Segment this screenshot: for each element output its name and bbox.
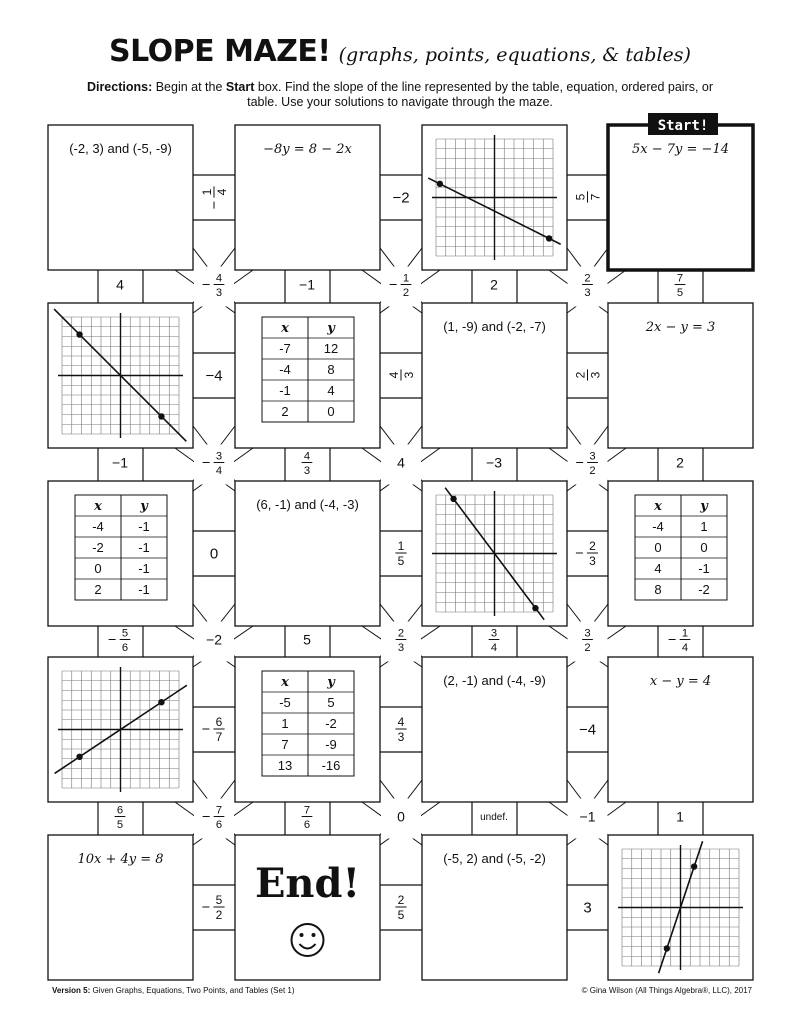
slope-value: −4 [205, 367, 223, 385]
table-cell: 13 [277, 758, 293, 773]
maze-box [235, 835, 380, 980]
box-problem: 10x + 4y = 8 [77, 852, 164, 867]
directions-post: box. Find the slope of the line represented by the table, equation, ordered pairs, or table. Use your solutions to navigate through the maze. [247, 80, 714, 109]
diagonal-slope-label [206, 631, 222, 647]
fraction-numerator: 6 [215, 715, 223, 729]
table-cell: -4 [279, 362, 291, 377]
vertical-slope-label [480, 812, 508, 823]
graph-point [691, 863, 697, 869]
fraction-denominator: 3 [589, 554, 596, 569]
diagonal-label-bg [194, 799, 234, 839]
vertical-slope-label [302, 805, 313, 832]
horizontal-slope-label [574, 369, 603, 380]
directions-start-word: Start [225, 80, 255, 94]
vertical-slope-label [116, 276, 124, 292]
box-problem: −8y = 8 − 2x [263, 142, 352, 157]
fraction-numerator: 1 [397, 539, 405, 553]
slope-value: −1 [579, 808, 596, 825]
fraction-numerator: 4 [303, 450, 311, 463]
table-cell: -7 [279, 341, 291, 356]
fraction-numerator: 5 [573, 193, 588, 201]
vertical-slope-label [109, 628, 131, 655]
table-cell: -16 [321, 758, 341, 773]
fraction-numerator: 7 [676, 272, 684, 285]
table-cell: 0 [327, 404, 335, 419]
fraction-denominator: 3 [397, 642, 405, 655]
vertical-slope-label [299, 276, 315, 292]
fraction-numerator: 2 [397, 893, 405, 907]
diagonal-label-bg [568, 445, 608, 485]
fraction-denominator: 7 [215, 730, 223, 745]
slope-value: 0 [209, 545, 219, 563]
box-problem: (-5, 2) and (-5, -2) [443, 851, 546, 866]
fraction-numerator: 3 [584, 627, 591, 640]
vertical-slope-label [303, 631, 311, 647]
table-header-cell: x [654, 499, 662, 514]
table-cell: -2 [92, 540, 104, 555]
table-cell: -5 [279, 695, 291, 710]
fraction-numerator: 2 [397, 627, 405, 640]
fraction-numerator: 3 [215, 450, 223, 463]
slope-value: 2 [490, 276, 498, 293]
table-cell: -1 [138, 519, 150, 534]
graph-point [664, 945, 670, 951]
table-cell: -1 [138, 561, 150, 576]
fraction-denominator: 5 [397, 908, 405, 923]
horizontal-slope-label [205, 367, 222, 384]
vertical-slope-label [676, 808, 684, 824]
box-problem: (-2, 3) and (-5, -9) [69, 141, 172, 156]
vertical-slope-label [489, 628, 500, 655]
table-cell: 2 [94, 582, 102, 597]
table-header-cell: y [327, 321, 335, 336]
horizontal-slope-label [395, 893, 406, 922]
diagonal-slope-label [580, 808, 596, 824]
horizontal-slope-label [579, 721, 596, 738]
fraction [669, 628, 691, 655]
box-problem: (2, -1) and (-4, -9) [443, 673, 546, 688]
fraction-denominator: 3 [397, 730, 405, 745]
table-cell: 4 [654, 561, 662, 576]
footer-version [52, 986, 295, 995]
fraction [202, 893, 224, 922]
table-header-cell: x [281, 675, 289, 690]
table-cell: 0 [700, 540, 708, 555]
vertical-slope-label [669, 628, 691, 655]
fraction-numerator: 5 [121, 627, 129, 640]
fraction [574, 191, 603, 202]
fraction [115, 805, 126, 832]
fraction-denominator: 5 [116, 819, 124, 832]
horizontal-slope-label [574, 191, 603, 202]
fraction-denominator: 2 [584, 642, 591, 655]
vertical-slope-label [115, 805, 126, 832]
table-cell: 8 [654, 582, 662, 597]
fraction-numerator: 1 [200, 188, 214, 196]
fraction-denominator: 3 [584, 287, 591, 300]
diagonal-label-bg [194, 267, 234, 307]
horizontal-slope-label [395, 715, 406, 744]
table-cell: -2 [698, 582, 710, 597]
horizontal-slope-label [576, 539, 598, 568]
fraction-numerator: 7 [215, 804, 223, 817]
fraction-numerator: 3 [490, 627, 498, 640]
graph-point [546, 235, 552, 241]
fraction-denominator: 5 [397, 554, 405, 569]
horizontal-slope-label [395, 539, 406, 568]
fraction-numerator: 6 [116, 804, 124, 817]
table-cell: 8 [327, 362, 335, 377]
slope-value: 4 [116, 276, 124, 293]
fraction-denominator: 4 [681, 642, 689, 655]
table-cell: -1 [279, 383, 291, 398]
table-header-cell: y [327, 675, 335, 690]
table-header-cell: x [281, 321, 289, 336]
vertical-slope-label [676, 454, 684, 470]
slope-value: 2 [676, 454, 684, 471]
horizontal-slope-label [202, 893, 224, 922]
fraction [576, 539, 598, 568]
fraction-denominator: 2 [589, 465, 596, 478]
fraction-denominator: 3 [588, 371, 603, 379]
smiley-eye [300, 933, 304, 937]
box-problem: (1, -9) and (-2, -7) [443, 319, 546, 334]
page-title: SLOPE MAZE! [109, 34, 331, 69]
fraction-numerator: 2 [584, 272, 591, 285]
fraction-denominator: 3 [303, 465, 311, 478]
slope-value: 4 [397, 454, 405, 471]
table-cell: 1 [700, 519, 708, 534]
table-cell: 7 [281, 737, 289, 752]
fraction-numerator: 2 [589, 539, 596, 553]
horizontal-slope-label [392, 189, 409, 206]
table-header-cell: y [700, 499, 708, 514]
horizontal-slope-label [210, 545, 218, 562]
footer-version-text: Given Graphs, Equations, Two Points, and Tables (Set 1) [92, 986, 295, 995]
fraction [489, 628, 500, 655]
slope-value: −2 [392, 189, 410, 207]
table-header-cell: y [140, 499, 148, 514]
fraction-numerator: 4 [397, 715, 405, 729]
table-cell: -4 [92, 519, 104, 534]
directions-label: Directions: [86, 80, 153, 94]
slope-value: −4 [578, 721, 597, 739]
graph-point [76, 754, 82, 760]
diagonal-slope-label [397, 808, 405, 824]
fraction-denominator: 6 [303, 819, 311, 832]
graph-point [532, 605, 538, 611]
table-cell: 0 [654, 540, 662, 555]
horizontal-slope-label [200, 186, 229, 208]
diagonal-label-bg [194, 445, 234, 485]
table-cell: -4 [652, 519, 664, 534]
fraction [574, 369, 603, 380]
horizontal-slope-label [202, 715, 224, 744]
table-cell: -1 [698, 561, 710, 576]
fraction-denominator: 4 [215, 188, 230, 196]
start-tag-label: Start! [657, 118, 709, 134]
fraction-numerator: 4 [215, 272, 223, 285]
fraction [302, 451, 313, 478]
fraction [675, 273, 686, 300]
fraction [202, 715, 224, 744]
slope-value: −1 [299, 276, 315, 293]
fraction [395, 893, 406, 922]
fraction-denominator: 7 [588, 193, 603, 201]
footer-version-label: Version 5: [52, 986, 91, 995]
table-cell: -9 [325, 737, 337, 752]
table-cell: 5 [327, 695, 335, 710]
table-header-cell: x [94, 499, 102, 514]
slope-value: undef. [480, 812, 508, 823]
fraction [109, 628, 131, 655]
table-cell: 12 [323, 341, 339, 356]
fraction-denominator: 5 [676, 287, 684, 300]
box-problem: 5x − 7y = −14 [632, 142, 729, 157]
fraction-denominator: 4 [490, 642, 498, 655]
page-subtitle: (graphs, points, equations, & tables) [338, 44, 691, 66]
slope-value: 3 [583, 899, 592, 917]
fraction [387, 369, 416, 380]
graph-point [158, 699, 164, 705]
smiley-eye [312, 933, 316, 937]
fraction-denominator: 2 [402, 287, 410, 300]
box-problem: x − y = 4 [649, 674, 712, 689]
fraction-numerator: 4 [387, 371, 401, 379]
fraction-denominator: 2 [215, 908, 223, 923]
end-label: End! [254, 860, 361, 907]
table-cell: -2 [325, 716, 337, 731]
fraction-numerator: 2 [573, 371, 588, 379]
table-cell: 2 [281, 404, 289, 419]
graph-point [76, 331, 82, 337]
table-cell: -1 [138, 540, 150, 555]
fraction-denominator: 3 [402, 371, 417, 379]
slope-value: −2 [206, 631, 222, 648]
fraction [395, 715, 406, 744]
box-problem: (6, -1) and (-4, -3) [256, 497, 359, 512]
slope-value: −3 [486, 454, 502, 471]
fraction-numerator: 3 [589, 450, 596, 463]
vertical-slope-label [675, 273, 686, 300]
graph-point [158, 413, 164, 419]
diagonal-label-bg [381, 267, 421, 307]
slope-value: 5 [303, 631, 311, 648]
fraction-denominator: 6 [121, 642, 129, 655]
footer-copyright: © Gina Wilson (All Things Algebra®, LLC), 2017 [581, 986, 752, 995]
fraction-denominator: 4 [215, 465, 223, 478]
table-cell: 1 [281, 716, 289, 731]
slope-value: 1 [676, 808, 684, 825]
vertical-slope-label [112, 454, 128, 470]
vertical-slope-label [486, 454, 502, 470]
fraction-numerator: 1 [681, 627, 689, 640]
horizontal-slope-label [387, 369, 416, 380]
vertical-slope-label [302, 451, 313, 478]
table-cell: 0 [94, 561, 102, 576]
graph-point [450, 496, 456, 502]
fraction-numerator: 7 [303, 804, 311, 817]
diagonal-slope-label [397, 454, 405, 470]
graph-point [437, 181, 443, 187]
fraction [302, 805, 313, 832]
fraction [395, 539, 406, 568]
fraction-denominator: 6 [215, 819, 223, 832]
directions-pre: Begin at the [155, 80, 223, 94]
slope-value: −1 [112, 454, 128, 471]
slope-value: 0 [397, 808, 405, 825]
fraction-numerator: 1 [402, 272, 410, 285]
table-cell: 4 [327, 383, 335, 398]
horizontal-slope-label [583, 899, 591, 916]
fraction-numerator: 5 [215, 893, 223, 907]
table-cell: -1 [138, 582, 150, 597]
fraction [200, 186, 229, 208]
fraction-denominator: 3 [215, 287, 223, 300]
box-problem: 2x − y = 3 [645, 320, 716, 335]
vertical-slope-label [490, 276, 498, 292]
